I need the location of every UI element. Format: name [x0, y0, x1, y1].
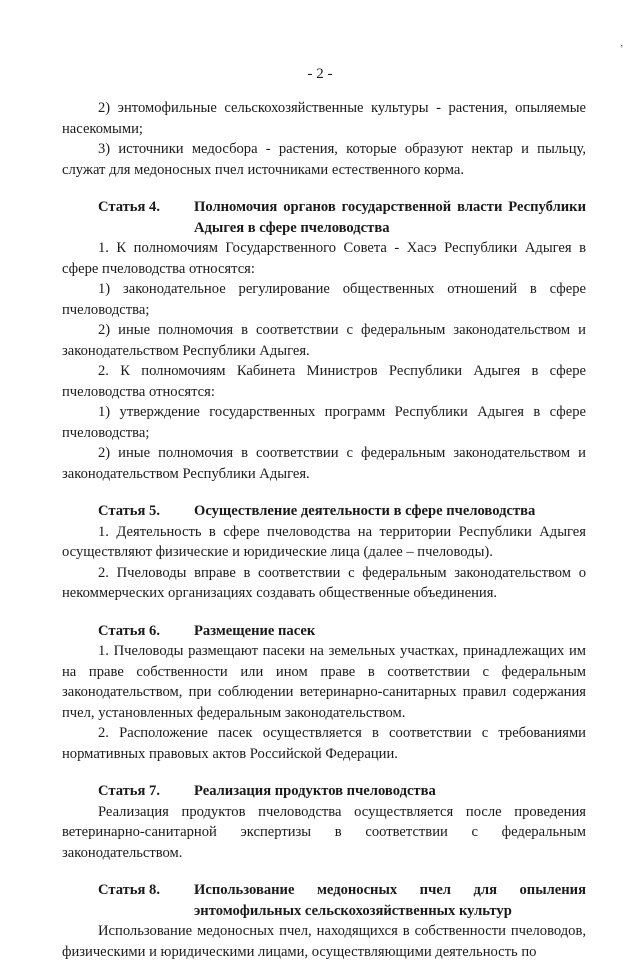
- document-body: [62, 98, 586, 962]
- article-paragraph: 2. Пчеловоды вправе в соответствии с федеральным законодательством о некоммерческих организациях создавать общественные объединения.: [62, 564, 586, 601]
- article-number: Статья 8.: [98, 882, 160, 898]
- article-heading: [62, 197, 586, 238]
- article-paragraph: 2. К полномочиям Кабинета Министров Республики Адыгея в сфере пчеловодства относятся:: [62, 363, 586, 400]
- article-paragraph: 2. Расположение пасек осуществляется в соответствии с требованиями нормативных правовых актов Российской Федерации.: [62, 725, 586, 762]
- article-heading: [62, 880, 586, 921]
- article-number: Статья 7.: [98, 783, 160, 799]
- intro-paragraph: 3) источники медосбора - растения, которые образуют нектар и пыльцу, служат для медоносных пчел источниками естественного корма.: [62, 141, 586, 178]
- article-paragraph: 1. Пчеловоды размещают пасеки на земельных участках, принадлежащих им на праве собственности или ином праве в соответствии с федеральным законодательством, при соблюдении ветеринарно-санитарных правил содержания пчел, установленных федеральным законодательством.: [62, 643, 586, 721]
- article-6: [62, 621, 586, 765]
- intro-paragraph: 2) энтомофильные сельскохозяйственные культуры - растения, опыляемые насекомыми;: [62, 100, 586, 137]
- article-title: Размещение пасек: [194, 622, 316, 639]
- article-paragraph: 2) иные полномочия в соответствии с федеральным законодательством и законодательством Республики Адыгея.: [62, 322, 586, 359]
- article-paragraph: 1) утверждение государственных программ Республики Адыгея в сфере пчеловодства;: [62, 404, 586, 441]
- article-paragraph: Использование медоносных пчел, находящихся в собственности пчеловодов, физическими и юридическими лицами, осуществляющими деятельность по: [62, 923, 586, 960]
- article-title: Полномочия органов государственной власти Республики Адыгея в сфере пчеловодства: [194, 199, 586, 236]
- article-number: Статья 4.: [98, 199, 160, 215]
- article-4: [62, 197, 586, 484]
- article-7: [62, 781, 586, 863]
- article-paragraph: 2) иные полномочия в соответствии с федеральным законодательством и законодательством Республики Адыгея.: [62, 445, 586, 482]
- article-heading: [62, 501, 586, 522]
- article-title: Реализация продуктов пчеловодства: [194, 783, 436, 799]
- article-number: Статья 5.: [98, 503, 160, 519]
- article-paragraph: 1) законодательное регулирование общественных отношений в сфере пчеловодства;: [62, 281, 586, 318]
- article-heading: [62, 621, 586, 642]
- scan-mark: ʼ: [620, 44, 624, 55]
- article-heading: [62, 781, 586, 802]
- article-paragraph: 1. К полномочиям Государственного Совета - Хасэ Республики Адыгея в сфере пчеловодства относятся:: [62, 240, 586, 277]
- article-title: Использование медоносных пчел для опыления энтомофильных сельскохозяйственных культур: [194, 882, 586, 919]
- article-paragraph: Реализация продуктов пчеловодства осуществляется после проведения ветеринарно-санитарной экспертизы в соответствии с федеральным законодательством.: [62, 803, 586, 861]
- article-8: [62, 880, 586, 962]
- article-number: Статья 6.: [98, 622, 160, 639]
- article-title: Осуществление деятельности в сфере пчеловодства: [194, 503, 536, 519]
- article-5: [62, 501, 586, 604]
- page-number: - 2 -: [307, 66, 333, 82]
- article-paragraph: 1. Деятельность в сфере пчеловодства на территории Республики Адыгея осуществляют физические и юридические лица (далее – пчеловоды).: [62, 523, 586, 560]
